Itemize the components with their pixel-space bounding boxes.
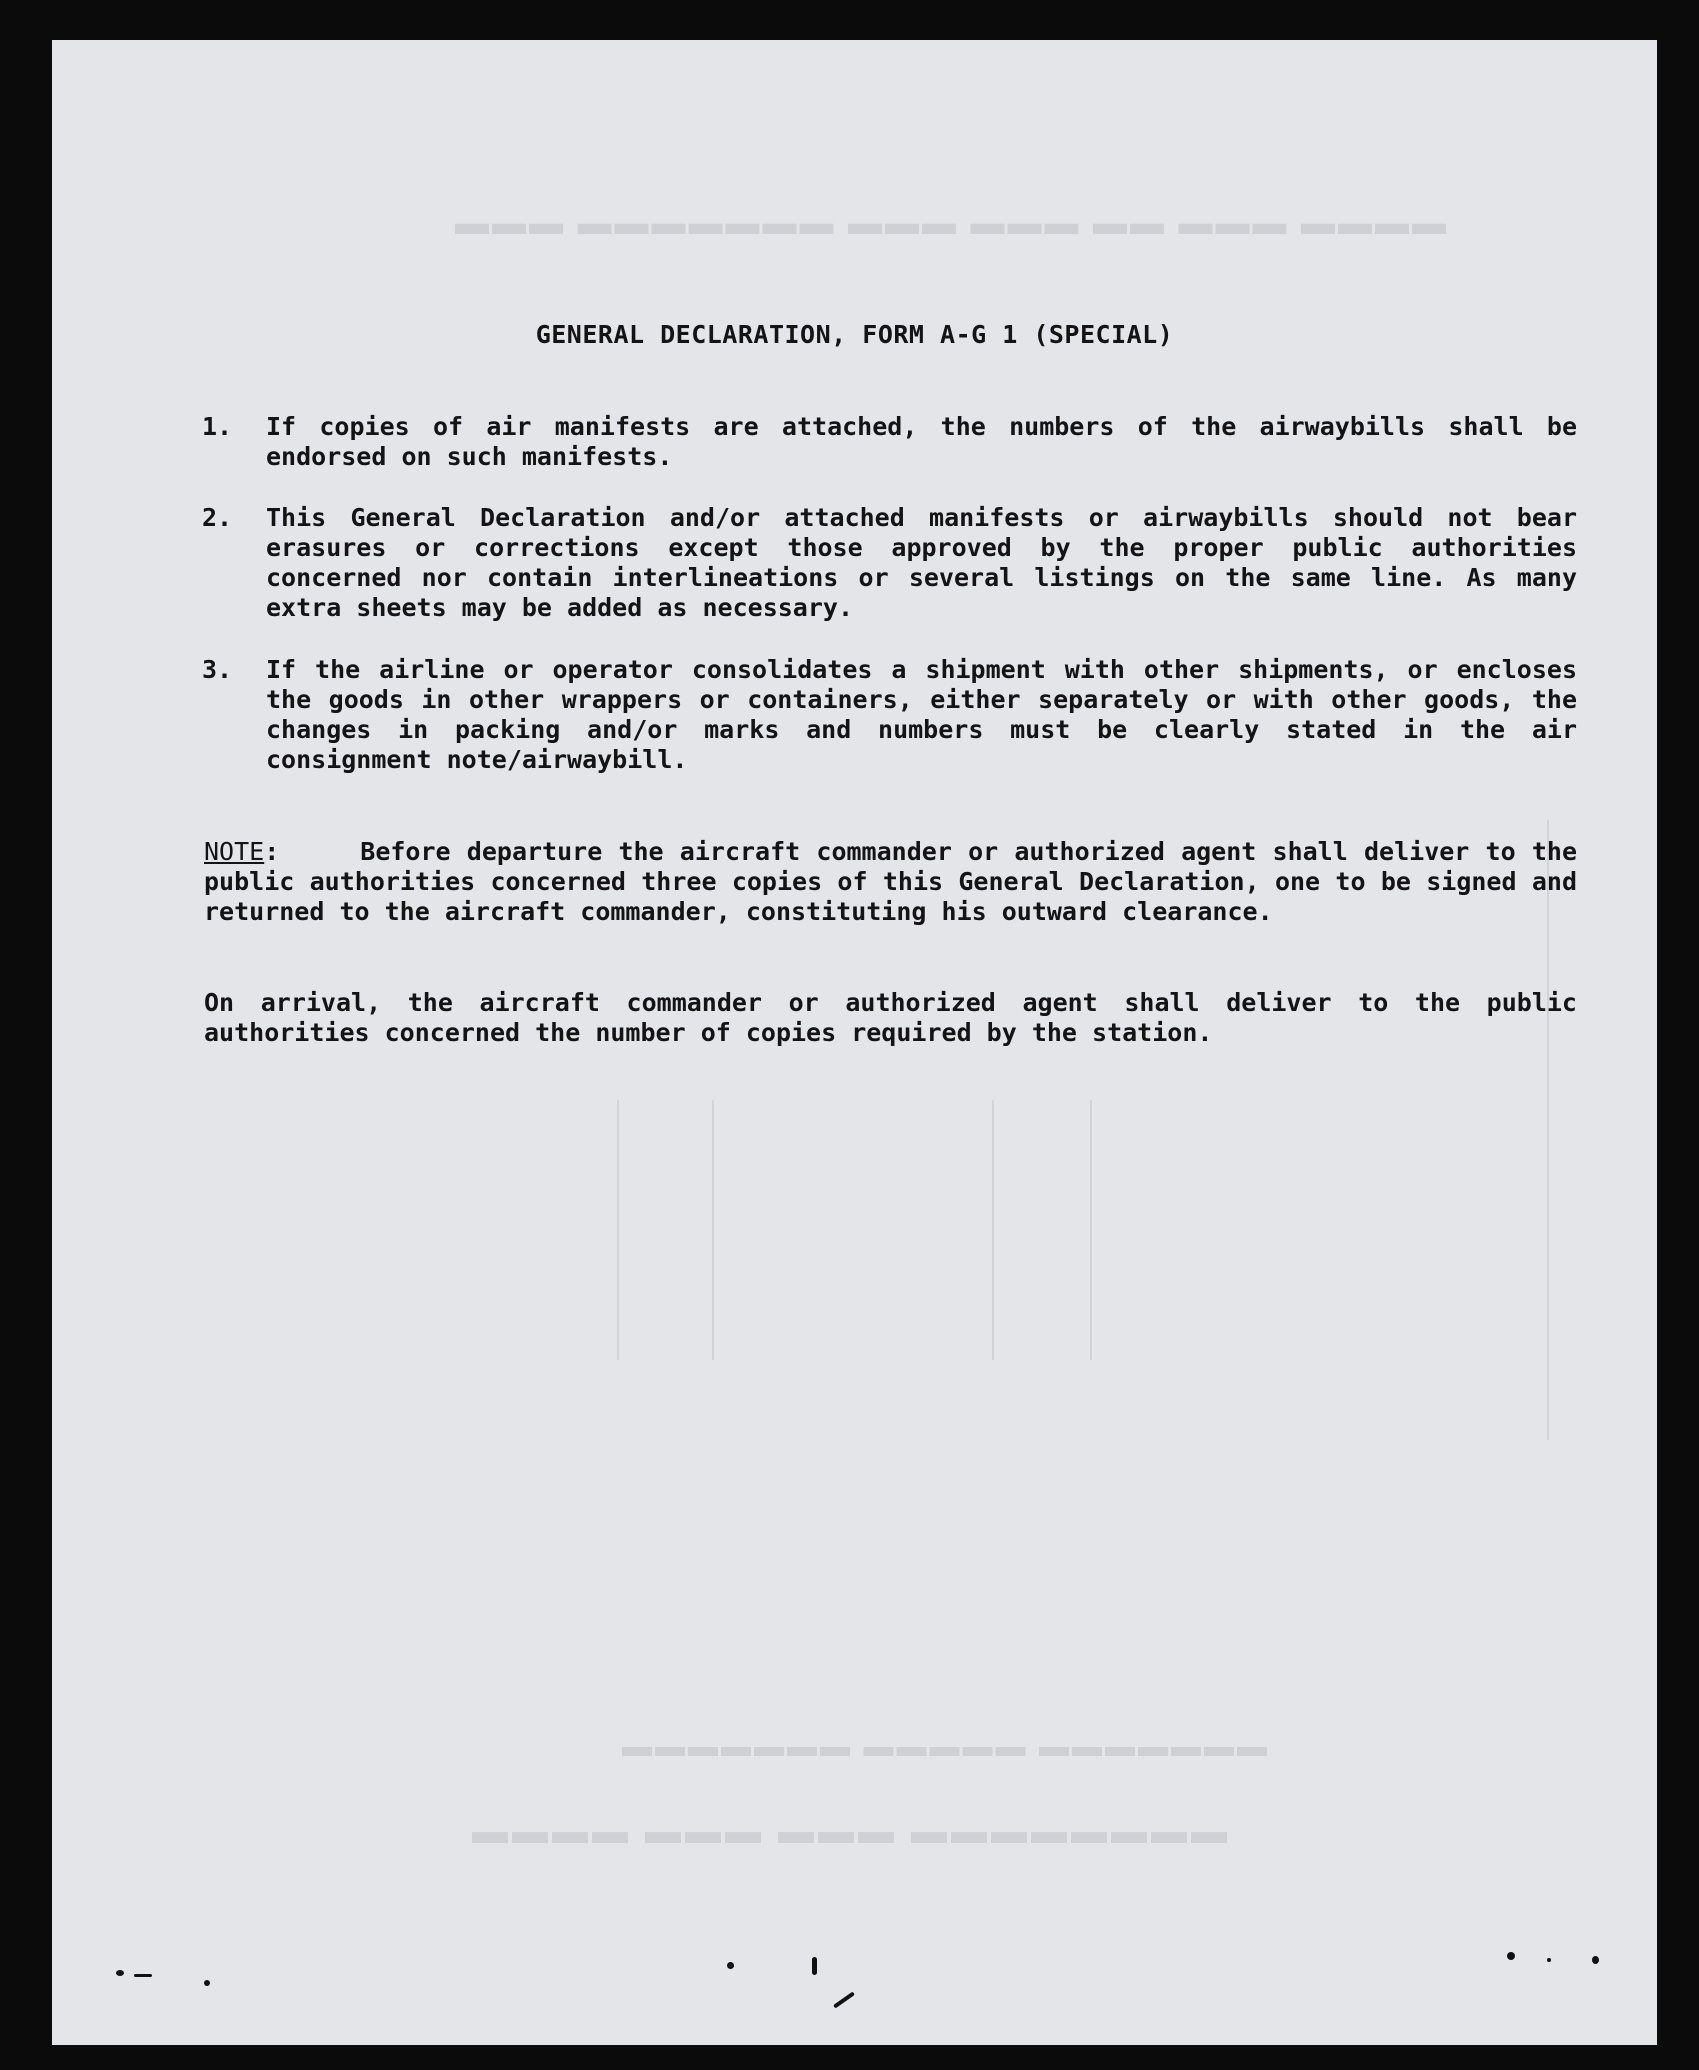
- page-title: GENERAL DECLARATION, FORM A-G 1 (SPECIAL): [535, 320, 1174, 349]
- scan-speck: [812, 1957, 817, 1975]
- arrival-paragraph: On arrival, the aircraft commander or authorized agent shall deliver to the public authorities concerned the number of copies required by the station.: [204, 988, 1577, 1047]
- show-through-rule: [992, 1100, 994, 1360]
- scan-speck: [1507, 1952, 1515, 1960]
- show-through-rule: [1090, 1100, 1092, 1360]
- item-text: If copies of air manifests are attached, the numbers of the airwaybills shall be endorsed on such manifests.: [266, 412, 1577, 471]
- scan-speck: [116, 1970, 124, 1976]
- item-number: 1.: [202, 412, 233, 441]
- note-text: Before departure the aircraft commander or authorized agent shall deliver to the public authorities concerned three copies of this General Declaration, one to be signed and returned to the aircraft commander, constituting his outward clearance.: [204, 837, 1577, 926]
- note-paragraph: [204, 837, 1577, 927]
- show-through-rule: [712, 1100, 714, 1360]
- scan-speck: [1547, 1958, 1551, 1962]
- show-through-footer: ▬▬▬▬ ▬▬▬ ▬▬▬ ▬▬▬▬▬▬▬▬: [472, 1811, 1231, 1851]
- note-separator: :: [264, 837, 280, 866]
- note-label: NOTE: [204, 837, 265, 866]
- list-item: [202, 412, 1577, 472]
- item-text: If the airline or operator consolidates a shipment with other shipments, or encloses the goods in other wrappers or containers, either separately or with other goods, the changes in packing and/or marks and numbers must be clearly stated in the air consignment note/airwaybill.: [266, 655, 1577, 774]
- scan-speck: [833, 1991, 855, 2008]
- document-page: [52, 40, 1657, 2045]
- show-through-header: ▬▬▬▬ ▬▬▬ ▬▬ ▬▬▬ ▬▬▬ ▬▬▬▬▬▬▬ ▬▬▬: [452, 205, 1446, 242]
- list-item: [202, 503, 1577, 623]
- item-number: 2.: [202, 503, 233, 532]
- list-item: [202, 655, 1577, 775]
- item-number: 3.: [202, 655, 233, 684]
- scan-speck: [727, 1962, 734, 1969]
- show-through-footer: ▬▬▬▬▬▬▬ ▬▬▬▬▬ ▬▬▬▬▬▬▬: [622, 1730, 1270, 1763]
- scan-speck: [204, 1980, 210, 1986]
- show-through-rule: [617, 1100, 619, 1360]
- scan-speck: [134, 1974, 152, 1977]
- item-text: This General Declaration and/or attached manifests or airwaybills should not bear erasures or corrections except those approved by the proper public authorities concerned nor contain interlineations or several listings on the same line. As many extra sheets may be added as necessary.: [266, 503, 1577, 622]
- scan-speck: [1592, 1956, 1599, 1964]
